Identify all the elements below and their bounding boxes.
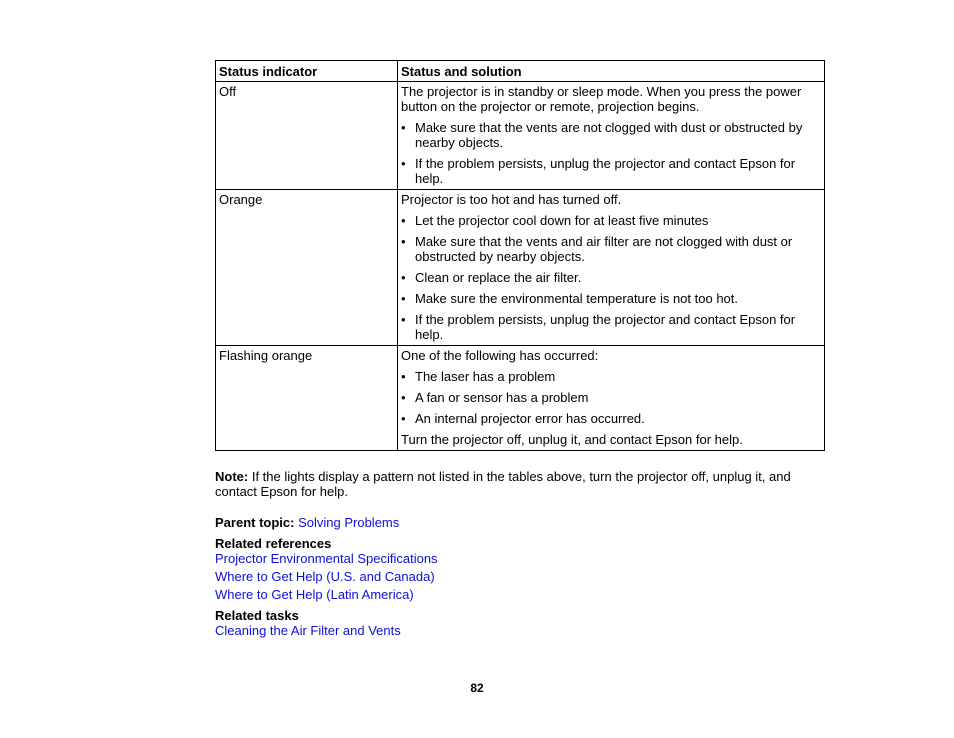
status-solution-cell xyxy=(398,190,825,346)
solution-bullet-list xyxy=(401,120,821,186)
list-item xyxy=(401,213,821,228)
bullet-text: If the problem persists, unplug the projector and contact Epson for help. xyxy=(415,312,796,342)
bullet-icon: • xyxy=(401,390,406,405)
bullet-icon: • xyxy=(401,411,406,426)
list-item xyxy=(401,120,821,150)
bullet-text: Make sure the environmental temperature is not too hot. xyxy=(415,291,739,306)
column-header-status-indicator: Status indicator xyxy=(216,61,398,82)
table-row xyxy=(216,346,825,451)
related-references-section xyxy=(215,536,824,602)
related-tasks-section xyxy=(215,608,824,638)
link-where-to-get-help-us-canada[interactable]: Where to Get Help (U.S. and Canada) xyxy=(215,569,435,584)
solution-intro: One of the following has occurred: xyxy=(401,348,599,363)
table-row xyxy=(216,190,825,346)
list-item xyxy=(401,369,821,384)
bullet-text: Make sure that the vents and air filter are not clogged with dust or obstructed by nearby objects. xyxy=(415,234,793,264)
solution-bullet-list xyxy=(401,369,821,426)
bullet-icon: • xyxy=(401,156,406,171)
list-item xyxy=(401,156,821,186)
list-item xyxy=(215,569,824,584)
status-solution-cell xyxy=(398,346,825,451)
list-item xyxy=(401,234,821,264)
link-projector-environmental-specifications[interactable]: Projector Environmental Specifications xyxy=(215,551,438,566)
bullet-icon: • xyxy=(401,312,406,327)
bullet-text: A fan or sensor has a problem xyxy=(415,390,589,405)
bullet-text: The laser has a problem xyxy=(415,369,556,384)
list-item xyxy=(215,587,824,602)
table-header-row xyxy=(216,61,825,82)
list-item xyxy=(401,390,821,405)
note-text: If the lights display a pattern not listed in the tables above, turn the projector off, unplug it, and contact Epson for help. xyxy=(215,469,791,499)
related-references-heading: Related references xyxy=(215,536,332,551)
note-label: Note: xyxy=(215,469,249,484)
status-solution-cell xyxy=(398,82,825,190)
page-number: 82 xyxy=(470,681,484,695)
related-references-list xyxy=(215,551,824,602)
related-tasks-heading: Related tasks xyxy=(215,608,299,623)
list-item xyxy=(401,270,821,285)
bullet-text: Clean or replace the air filter. xyxy=(415,270,582,285)
note-paragraph xyxy=(215,469,824,499)
bullet-icon: • xyxy=(401,270,406,285)
solution-outro: Turn the projector off, unplug it, and contact Epson for help. xyxy=(401,432,743,447)
bullet-icon: • xyxy=(401,291,406,306)
document-page xyxy=(215,60,824,641)
related-tasks-list xyxy=(215,623,824,638)
bullet-text: If the problem persists, unplug the projector and contact Epson for help. xyxy=(415,156,796,186)
column-header-status-solution: Status and solution xyxy=(398,61,825,82)
bullet-icon: • xyxy=(401,234,406,249)
list-item xyxy=(401,291,821,306)
solution-intro: Projector is too hot and has turned off. xyxy=(401,192,622,207)
status-table-body xyxy=(216,82,825,451)
bullet-icon: • xyxy=(401,369,406,384)
bullet-text: An internal projector error has occurred. xyxy=(415,411,645,426)
bullet-icon: • xyxy=(401,213,406,228)
link-cleaning-air-filter-vents[interactable]: Cleaning the Air Filter and Vents xyxy=(215,623,401,638)
parent-topic xyxy=(215,515,824,530)
bullet-text: Make sure that the vents are not clogged with dust or obstructed by nearby objects. xyxy=(415,120,803,150)
solution-intro: The projector is in standby or sleep mode. When you press the power button on the projector or remote, projection begins. xyxy=(401,84,802,114)
parent-topic-link[interactable]: Solving Problems xyxy=(298,515,400,530)
bullet-text: Let the projector cool down for at least five minutes xyxy=(415,213,709,228)
status-indicator-cell: Off xyxy=(216,82,398,190)
list-item xyxy=(401,312,821,342)
bullet-icon: • xyxy=(401,120,406,135)
list-item xyxy=(215,623,824,638)
status-table xyxy=(215,60,825,451)
parent-topic-label: Parent topic: xyxy=(215,515,295,530)
solution-bullet-list xyxy=(401,213,821,342)
table-row xyxy=(216,82,825,190)
link-where-to-get-help-latin-america[interactable]: Where to Get Help (Latin America) xyxy=(215,587,414,602)
status-indicator-cell: Orange xyxy=(216,190,398,346)
list-item xyxy=(215,551,824,566)
status-indicator-cell: Flashing orange xyxy=(216,346,398,451)
list-item xyxy=(401,411,821,426)
